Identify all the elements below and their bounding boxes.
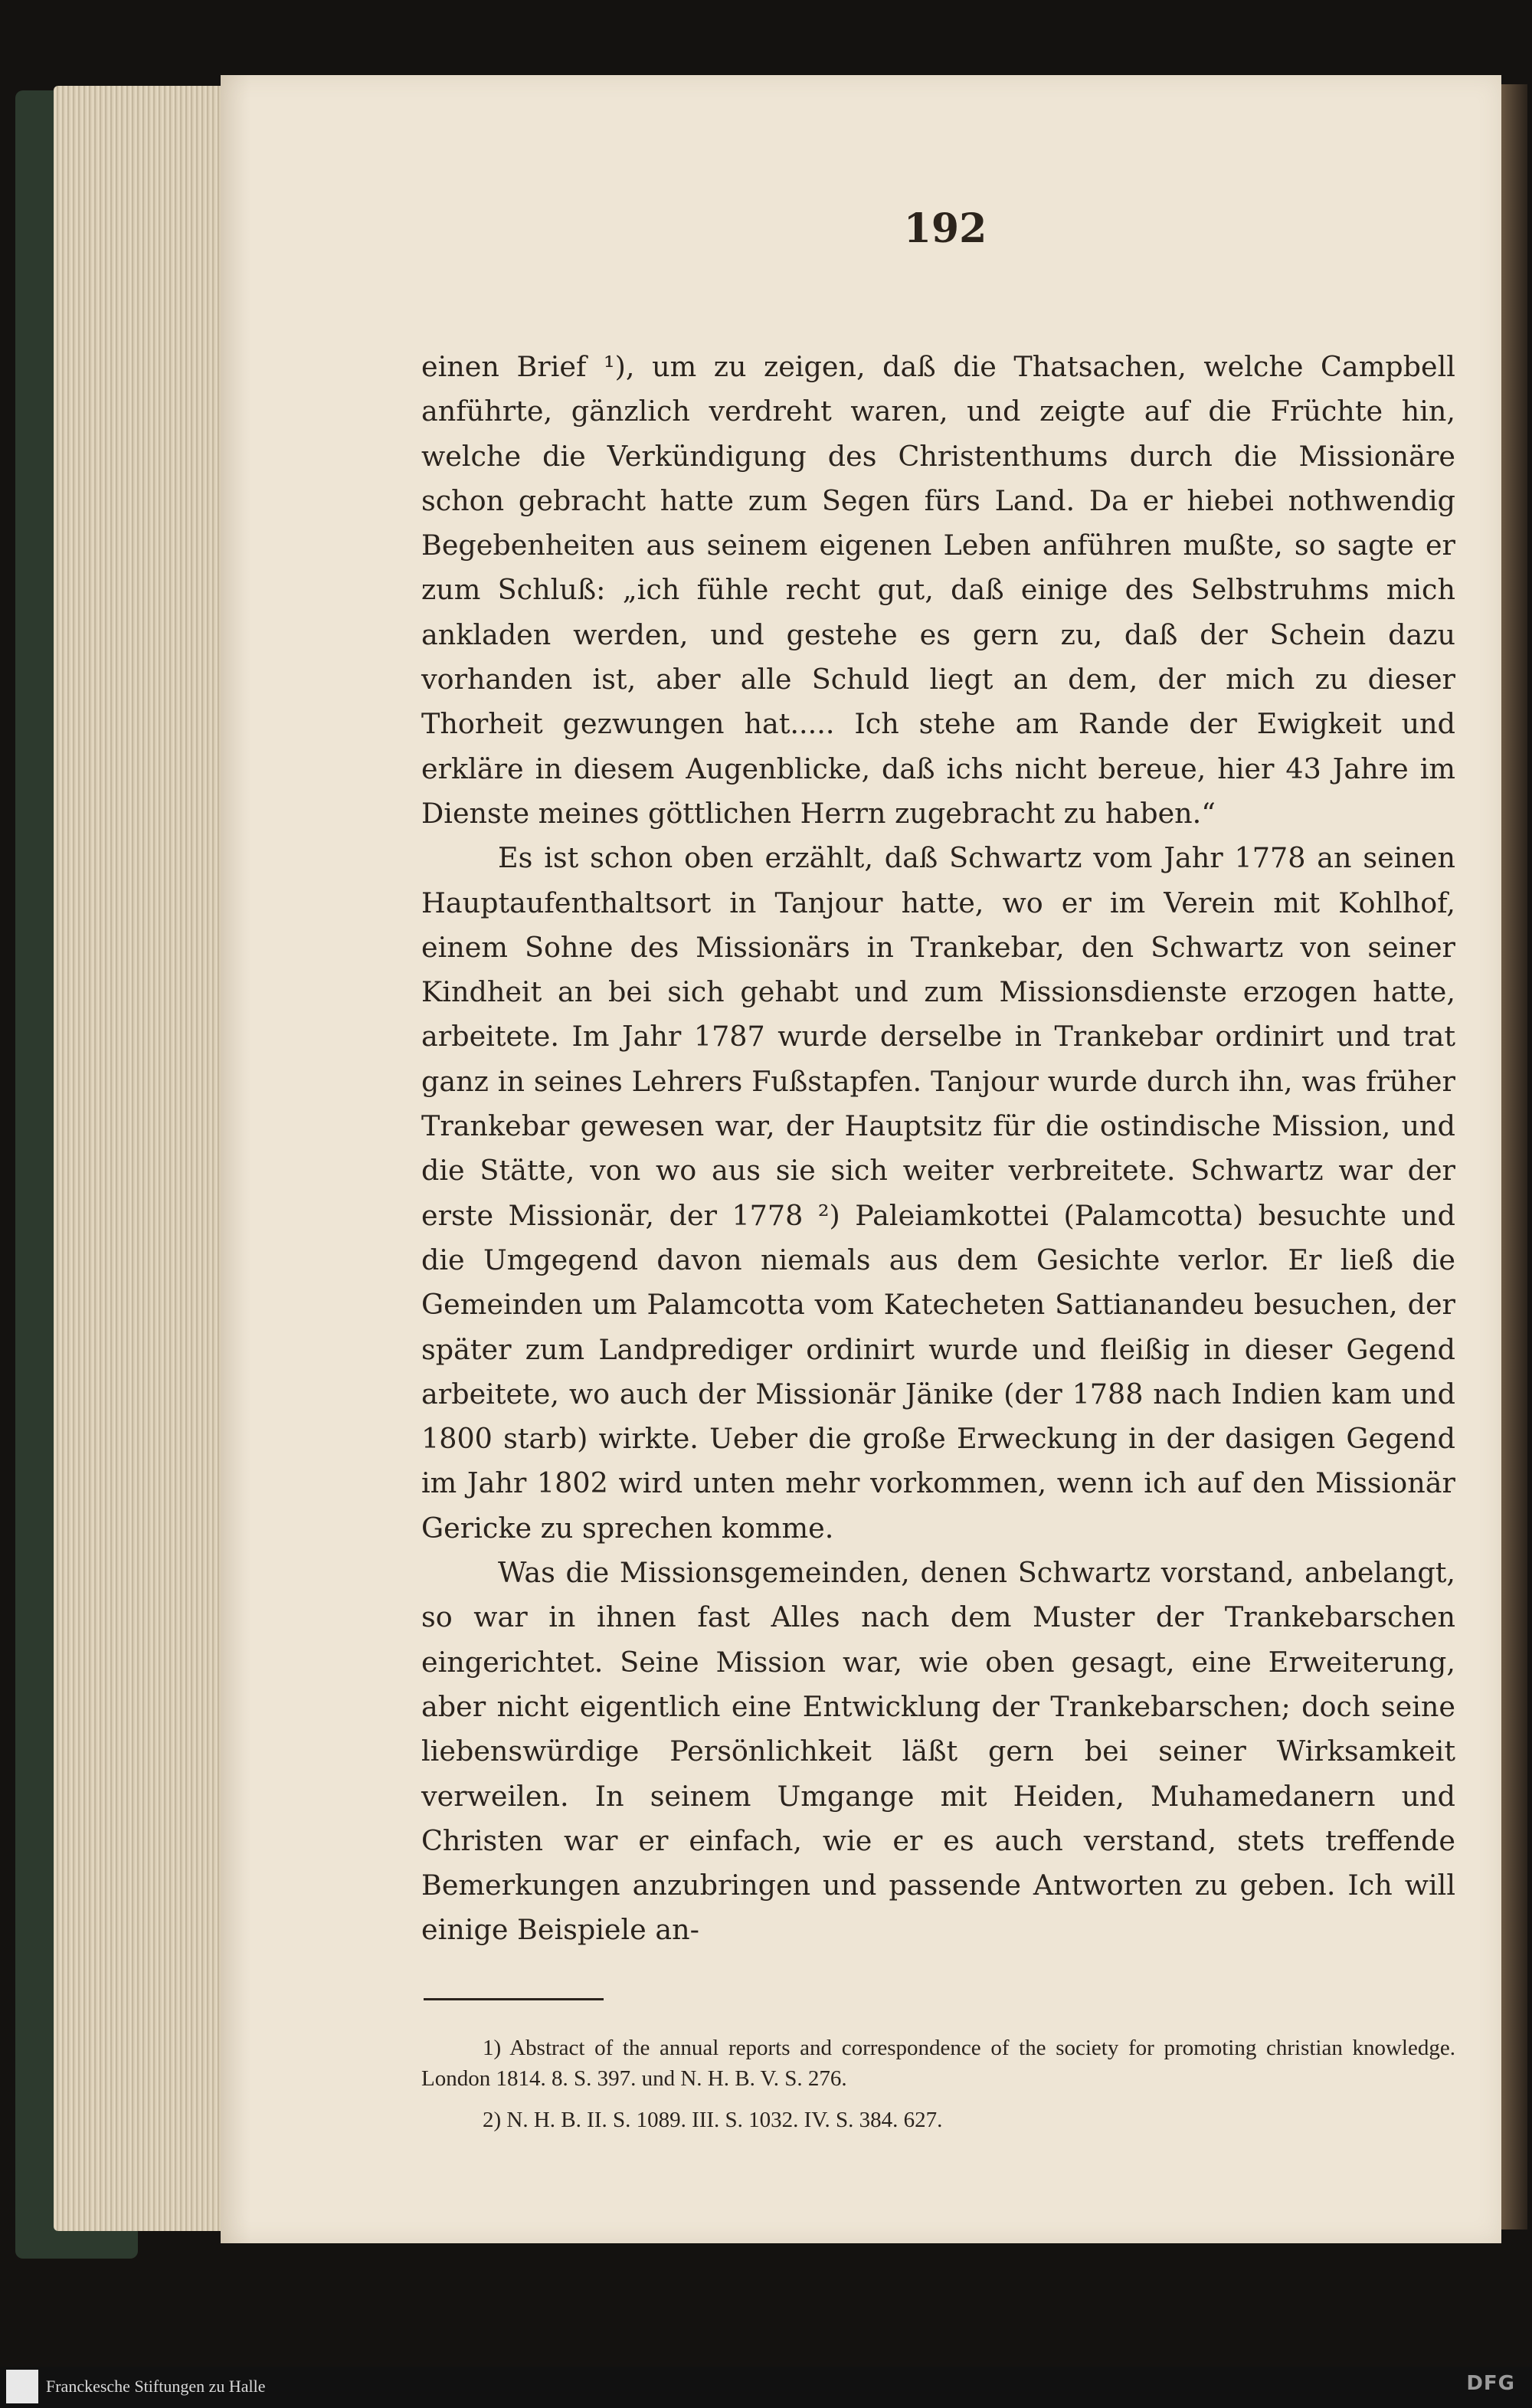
paragraph-1: einen Brief ¹), um zu zeigen, daß die Thatsachen, welche Campbell anführte, gänzlich verdreht waren, und zeigte auf die Früchte hin, welche die Verkündigung des Christenthums durch die Missionäre schon gebracht hatte zum Segen fürs Land. Da er hiebei nothwendig Begebenheiten aus seinem eigenen Leben anführen mußte, so sagte er zum Schluß: „ich fühle recht gut, daß einige des Selbstruhms mich ankladen werden, und gestehe es gern zu, daß der Schein dazu vorhanden ist, aber alle Schuld liegt an dem, der mich zu dieser Thorheit gezwungen hat..... Ich stehe am Rande der Ewigkeit und erkläre in diesem Augenblicke, daß ichs nicht bereue, hier 43 Jahre im Dienste meines göttlichen Herrn zugebracht zu haben.“ bbox=[421, 350, 1455, 830]
body-text bbox=[421, 345, 1455, 1953]
footnotes bbox=[421, 2033, 1455, 2146]
page-edges bbox=[54, 86, 230, 2231]
institution-logo-icon bbox=[6, 2370, 38, 2403]
footnote-rule bbox=[424, 1998, 604, 2000]
footnote-2: 2) N. H. B. II. S. 1089. III. S. 1032. IV. S. 384. 627. bbox=[483, 2108, 943, 2132]
footer-institution: Franckesche Stiftungen zu Halle bbox=[46, 2377, 266, 2396]
right-page-edge bbox=[1500, 84, 1527, 2229]
page-number: 192 bbox=[903, 205, 987, 252]
book-page bbox=[221, 75, 1501, 2243]
paragraph-2: Es ist schon oben erzählt, daß Schwartz vom Jahr 1778 an seinen Hauptaufenthaltsort in Tanjour hatte, wo er im Verein mit Kohlhof, einem Sohne des Missionärs in Trankebar, den Schwartz von seiner Kindheit an bei sich gehabt und zum Missionsdienste erzogen hatte, arbeitete. Im Jahr 1787 wurde derselbe in Trankebar ordinirt und trat ganz in seines Lehrers Fußstapfen. Tanjour wurde durch ihn, was früher Trankebar gewesen war, der Hauptsitz für die ostindische Mission, und die Stätte, von wo aus sie sich weiter verbreitete. Schwartz war der erste Missionär, der 1778 ²) Paleiamkottei (Palamcotta) besuchte und die Umgegend davon niemals aus dem Gesichte verlor. Er ließ die Gemeinden um Palamcotta vom Katecheten Sattianandeu besuchen, der später zum Landprediger ordinirt wurde und fleißig in dieser Gegend arbeitete, wo auch der Missionär Jänike (der 1788 nach Indien kam und 1800 starb) wirkte. Ueber die große Erweckung in der dasigen Gegend im Jahr 1802 wird unten mehr vorkommen, wenn ich auf den Missionär Gericke zu sprechen komme. bbox=[421, 841, 1455, 1545]
footnote-1: 1) Abstract of the annual reports and correspondence of the society for promoting christian knowledge. London 1814. 8. S. 397. und N. H. B. V. S. 276. bbox=[421, 2036, 1455, 2091]
footer-dfg-logo: DFG bbox=[1466, 2372, 1515, 2395]
paragraph-3: Was die Missionsgemeinden, denen Schwartz vorstand, anbelangt, so war in ihnen fast Alles nach dem Muster der Trankebarschen eingerichtet. Seine Mission war, wie oben gesagt, eine Erweiterung, aber nicht eigentlich eine Entwicklung der Trankebarschen; doch seine liebenswürdige Persönlichkeit läßt gern bei seiner Wirksamkeit verweilen. In seinem Umgange mit Heiden, Muhamedanern und Christen war er einfach, wie er es auch verstand, stets treffende Bemerkungen anzubringen und passende Antworten zu geben. Ich will einige Beispiele an- bbox=[421, 1556, 1455, 1947]
